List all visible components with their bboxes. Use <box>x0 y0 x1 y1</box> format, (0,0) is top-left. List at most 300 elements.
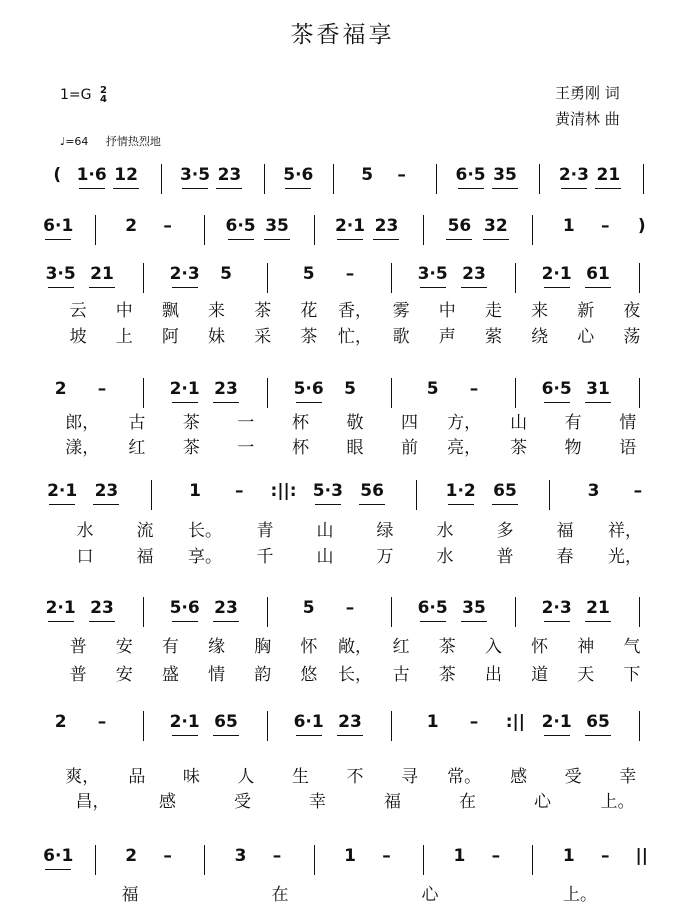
composer: 黄清林 曲 <box>555 110 620 128</box>
note-group: 65 <box>586 712 610 732</box>
note-group: 21 <box>586 598 610 618</box>
beam-underline <box>285 188 311 189</box>
score-system <box>30 597 670 637</box>
lyric-syllable: 花 <box>300 301 318 321</box>
barline <box>423 845 424 875</box>
score-system <box>30 711 670 751</box>
lyric-syllable: 水 <box>436 521 454 541</box>
note-group: 32 <box>484 216 508 236</box>
lyric-syllable: 天 <box>577 665 595 685</box>
lyric-syllable: 忙， <box>338 327 372 347</box>
lyric-syllable: 水 <box>436 547 454 567</box>
note-group: – <box>97 712 107 732</box>
lyric-syllable: 古 <box>128 413 146 433</box>
lyric-syllable: 古 <box>392 665 410 685</box>
lyric-syllable: 盛 <box>161 665 179 685</box>
note-group: 5·6 <box>283 165 314 185</box>
note-group: 2·1 <box>47 481 78 501</box>
lyric-syllable: 茶 <box>254 301 272 321</box>
lyric-line <box>30 632 670 657</box>
barline <box>643 164 644 194</box>
lyric-syllable: 情 <box>619 413 637 433</box>
lyric-syllable: 普 <box>496 547 514 567</box>
note-group: ) <box>637 216 646 236</box>
barline <box>267 711 268 741</box>
barline <box>639 378 640 408</box>
barline <box>267 378 268 408</box>
lyric-syllable: 万 <box>376 547 394 567</box>
note-group: 23 <box>90 598 114 618</box>
note-group: 1 <box>344 846 356 866</box>
beam-underline <box>373 239 399 240</box>
barline <box>95 215 96 245</box>
beam-underline <box>315 504 341 505</box>
lyric-syllable: 享。 <box>188 547 222 567</box>
meter-top: 2 <box>99 85 107 96</box>
note-group: 5 <box>220 264 232 284</box>
lyric-syllable: 长。 <box>188 521 222 541</box>
lyric-syllable: 光， <box>608 547 642 567</box>
note-group: 2 <box>54 712 67 732</box>
note-group: 5 <box>426 379 439 399</box>
beam-underline <box>420 621 446 622</box>
lyric-syllable: 怀 <box>531 637 549 657</box>
lyric-line <box>30 408 670 433</box>
note-group: 5·3 <box>312 481 343 501</box>
beam-underline <box>213 621 239 622</box>
lyric-line <box>30 880 670 905</box>
score-system <box>30 215 670 255</box>
lyric-syllable: 茶 <box>438 665 456 685</box>
lyric-syllable: 长， <box>338 665 372 685</box>
lyric-syllable: 有 <box>564 413 582 433</box>
note-group: 2·1 <box>541 712 572 732</box>
lyric-syllable: 杯 <box>291 438 309 458</box>
lyric-syllable: 感 <box>159 792 176 812</box>
barline <box>333 164 334 194</box>
barline <box>532 845 533 875</box>
lyric-syllable: 祥， <box>608 521 642 541</box>
beam-underline <box>337 735 363 736</box>
lyricist: 王勇刚 词 <box>555 84 620 102</box>
note-group: 3·5 <box>179 165 211 185</box>
lyric-syllable: 青 <box>256 521 274 541</box>
beam-underline <box>264 239 290 240</box>
lyric-syllable: 常。 <box>447 767 482 787</box>
note-group: 23 <box>94 481 119 501</box>
note-group: – <box>163 846 172 866</box>
note-group: 5 <box>302 598 315 618</box>
lyric-syllable: 生 <box>291 767 309 787</box>
beam-underline <box>216 188 242 189</box>
lyric-line <box>30 762 670 787</box>
beam-underline <box>48 287 74 288</box>
note-group: – <box>397 165 406 185</box>
lyric-syllable: 语 <box>619 438 637 458</box>
lyric-syllable: 红 <box>128 438 146 458</box>
note-group: 6·5 <box>417 598 448 618</box>
note-group: – <box>601 846 610 866</box>
beam-underline <box>585 735 611 736</box>
beam-underline <box>45 239 71 240</box>
lyric-syllable: 上 <box>115 327 133 347</box>
lyric-syllable: 茶 <box>510 438 528 458</box>
lyric-syllable: 山 <box>510 413 528 433</box>
note-group: 61 <box>586 264 610 284</box>
barline <box>391 263 392 293</box>
song-title: 茶香福享 <box>290 22 395 48</box>
beam-underline <box>595 188 621 189</box>
lyric-syllable: 福 <box>556 521 574 541</box>
lyric-syllable: 云 <box>69 301 87 321</box>
lyric-syllable: 飘 <box>161 301 179 321</box>
lyric-syllable: 郎， <box>65 413 100 433</box>
lyric-line <box>30 322 670 347</box>
note-group: – <box>601 216 610 236</box>
note-group: – <box>382 846 391 866</box>
note-group: 6·5 <box>455 165 486 185</box>
barline <box>204 215 205 245</box>
lyric-line <box>30 660 670 685</box>
lyric-syllable: 四 <box>401 413 419 433</box>
barline <box>314 215 315 245</box>
beam-underline <box>448 504 474 505</box>
note-group: – <box>469 379 479 399</box>
barline <box>264 164 265 194</box>
barline <box>515 597 516 627</box>
lyric-syllable: 敞， <box>338 637 372 657</box>
barline <box>549 480 550 510</box>
lyric-syllable: 上。 <box>563 885 597 905</box>
note-group: 23 <box>214 379 238 399</box>
barline <box>314 845 315 875</box>
lyric-syllable: 感 <box>510 767 528 787</box>
note-group: 3·5 <box>417 264 448 284</box>
lyric-syllable: 多 <box>496 521 514 541</box>
lyric-syllable: 安 <box>115 637 133 657</box>
lyric-syllable: 物 <box>564 438 582 458</box>
barline <box>204 845 205 875</box>
barline <box>391 711 392 741</box>
lyric-syllable: 悠 <box>300 665 318 685</box>
note-group: 2 <box>54 379 67 399</box>
note-group: – <box>345 264 355 284</box>
note-group: 5 <box>344 379 356 399</box>
note-group: – <box>633 481 643 501</box>
note-group: 5·6 <box>169 598 200 618</box>
note-group: 5·6 <box>293 379 324 399</box>
beam-underline <box>45 869 71 870</box>
note-group: 21 <box>596 165 621 185</box>
barline <box>391 597 392 627</box>
lyric-line <box>30 433 670 458</box>
lyric-syllable: 普 <box>69 665 87 685</box>
beam-underline <box>420 287 446 288</box>
note-group: 6·5 <box>541 379 572 399</box>
note-group: 3·5 <box>45 264 76 284</box>
note-group: 6·5 <box>225 216 256 236</box>
beam-underline <box>446 239 472 240</box>
note-group: 2 <box>125 846 138 866</box>
lyric-syllable: 走 <box>484 301 502 321</box>
barline <box>143 263 144 293</box>
lyric-syllable: 雾 <box>392 301 410 321</box>
lyric-line <box>30 787 670 812</box>
lyric-syllable: 福 <box>384 792 401 812</box>
lyric-syllable: 情 <box>208 665 226 685</box>
barline <box>95 845 96 875</box>
barline <box>436 164 437 194</box>
barline <box>267 597 268 627</box>
lyric-syllable: 眼 <box>346 438 364 458</box>
barline <box>143 711 144 741</box>
note-group: 23 <box>217 165 242 185</box>
beam-underline <box>492 188 518 189</box>
lyric-syllable: 一 <box>237 413 255 433</box>
barline <box>532 215 533 245</box>
beam-underline <box>213 402 239 403</box>
lyric-syllable: 韵 <box>254 665 272 685</box>
lyric-syllable: 漾， <box>65 438 100 458</box>
lyric-syllable: 声 <box>438 327 456 347</box>
lyric-syllable: 红 <box>392 637 410 657</box>
lyric-syllable: 来 <box>208 301 226 321</box>
lyric-syllable: 茶 <box>438 637 456 657</box>
lyric-syllable: 出 <box>484 665 502 685</box>
barline <box>515 378 516 408</box>
lyric-syllable: 幸 <box>309 792 326 812</box>
lyric-syllable: 绿 <box>376 521 394 541</box>
note-group: 65 <box>214 712 238 732</box>
barline <box>639 263 640 293</box>
beam-underline <box>48 621 74 622</box>
lyric-syllable: 入 <box>484 637 502 657</box>
lyric-syllable: 安 <box>115 665 133 685</box>
beam-underline <box>172 402 198 403</box>
beam-underline <box>337 239 363 240</box>
note-group: 6·1 <box>43 216 74 236</box>
beam-underline <box>492 504 518 505</box>
note-group: 1·6 <box>76 165 107 185</box>
lyric-syllable: 缘 <box>208 637 226 657</box>
lyric-syllable: 妹 <box>208 327 226 347</box>
expression-mark: 抒情热烈地 <box>105 135 161 148</box>
beam-underline <box>544 287 570 288</box>
beam-underline <box>561 188 587 189</box>
beam-underline <box>461 621 487 622</box>
beam-underline <box>172 735 198 736</box>
lyric-syllable: 水 <box>76 521 94 541</box>
note-group: 23 <box>462 264 486 284</box>
lyric-syllable: 口 <box>76 547 94 567</box>
beam-underline <box>89 621 115 622</box>
lyric-syllable: 道 <box>531 665 549 685</box>
note-group: 23 <box>214 598 238 618</box>
lyric-syllable: 香， <box>338 301 372 321</box>
lyric-syllable: 山 <box>316 547 334 567</box>
note-group: 23 <box>374 216 399 236</box>
lyric-syllable: 新 <box>577 301 595 321</box>
lyric-syllable: 福 <box>121 885 139 905</box>
lyric-syllable: 福 <box>136 547 154 567</box>
note-group: 2·1 <box>45 598 76 618</box>
note-group: 1 <box>562 216 575 236</box>
lyric-syllable: 昌， <box>75 792 110 812</box>
note-group: 2·1 <box>169 379 200 399</box>
note-group: 3 <box>587 481 600 501</box>
barline <box>267 263 268 293</box>
repeat-sign: :|| <box>505 712 525 732</box>
barline <box>151 480 152 510</box>
tempo-line <box>60 133 161 149</box>
lyric-line <box>30 542 670 567</box>
lyric-syllable: 爽， <box>65 767 100 787</box>
barline <box>515 263 516 293</box>
note-group: 23 <box>338 712 362 732</box>
barline <box>416 480 417 510</box>
note-group: 5 <box>302 264 315 284</box>
note-group: 21 <box>90 264 114 284</box>
lyric-syllable: 歌 <box>392 327 410 347</box>
note-group: 65 <box>493 481 517 501</box>
note-group: 1 <box>189 481 201 501</box>
meter-bottom: 4 <box>99 94 107 105</box>
note-group: – <box>469 712 479 732</box>
lyric-syllable: 人 <box>237 767 255 787</box>
beam-underline <box>461 287 487 288</box>
note-group: 1 <box>562 846 575 866</box>
lyric-syllable: 茶 <box>182 413 200 433</box>
barline <box>143 378 144 408</box>
tempo-mark: ♩=64 <box>60 135 89 148</box>
lyric-syllable: 春 <box>556 547 574 567</box>
lyric-syllable: 一 <box>237 438 255 458</box>
barline <box>143 597 144 627</box>
barline <box>423 215 424 245</box>
note-group: 31 <box>586 379 610 399</box>
note-group: ( <box>53 165 62 185</box>
beam-underline <box>213 735 239 736</box>
lyric-syllable: 普 <box>69 637 87 657</box>
note-group: 1·2 <box>445 481 476 501</box>
note-group: 2 <box>125 216 138 236</box>
lyric-syllable: 下 <box>623 665 641 685</box>
repeat-sign: || <box>635 846 648 866</box>
lyric-syllable: 心 <box>421 885 439 905</box>
note-group: 35 <box>493 165 517 185</box>
note-group: 2·1 <box>334 216 366 236</box>
note-group: 2·1 <box>541 264 572 284</box>
lyric-syllable: 坡 <box>69 327 87 347</box>
note-group: – <box>491 846 501 866</box>
beam-underline <box>359 504 385 505</box>
lyric-syllable: 品 <box>128 767 146 787</box>
score-system <box>30 164 670 204</box>
lyric-syllable: 荡 <box>623 327 641 347</box>
note-group: 12 <box>114 165 138 185</box>
beam-underline <box>544 402 570 403</box>
note-group: – <box>97 379 107 399</box>
beam-underline <box>172 287 198 288</box>
beam-underline <box>296 402 322 403</box>
lyric-syllable: 有 <box>161 637 179 657</box>
note-group: – <box>345 598 355 618</box>
barline <box>639 711 640 741</box>
lyric-syllable: 杯 <box>291 413 309 433</box>
lyric-syllable: 中 <box>115 301 133 321</box>
note-group: – <box>272 846 282 866</box>
beam-underline <box>585 621 611 622</box>
lyric-syllable: 敬 <box>346 413 364 433</box>
lyric-syllable: 萦 <box>484 327 502 347</box>
beam-underline <box>49 504 75 505</box>
beam-underline <box>93 504 119 505</box>
lyric-syllable: 前 <box>401 438 419 458</box>
lyric-syllable: 山 <box>316 521 334 541</box>
lyric-syllable: 采 <box>254 327 272 347</box>
lyric-line <box>30 516 670 541</box>
score-system <box>30 845 670 885</box>
beam-underline <box>228 239 254 240</box>
lyric-syllable: 胸 <box>254 637 272 657</box>
lyric-syllable: 阿 <box>161 327 179 347</box>
barline <box>391 378 392 408</box>
lyric-syllable: 绕 <box>531 327 549 347</box>
beam-underline <box>544 621 570 622</box>
beam-underline <box>182 188 208 189</box>
note-group: 35 <box>265 216 289 236</box>
credits <box>555 80 620 132</box>
key-text: 1=G <box>60 87 92 103</box>
note-group: 2·3 <box>558 165 589 185</box>
lyric-syllable: 神 <box>577 637 595 657</box>
time-signature <box>100 86 107 104</box>
score-system <box>30 480 670 520</box>
lyric-syllable: 不 <box>346 767 364 787</box>
repeat-sign: :||: <box>270 481 297 501</box>
lyric-syllable: 来 <box>531 301 549 321</box>
note-group: 2·3 <box>169 264 200 284</box>
beam-underline <box>585 287 611 288</box>
beam-underline <box>79 188 105 189</box>
note-group: 6·1 <box>293 712 324 732</box>
lyric-syllable: 亮， <box>447 438 482 458</box>
lyric-syllable: 怀 <box>300 637 318 657</box>
lyric-syllable: 心 <box>577 327 595 347</box>
lyric-line <box>30 296 670 321</box>
beam-underline <box>113 188 139 189</box>
lyric-syllable: 受 <box>234 792 251 812</box>
note-group: 3 <box>234 846 247 866</box>
lyric-syllable: 味 <box>182 767 200 787</box>
lyric-syllable: 寻 <box>401 767 419 787</box>
note-group: 1 <box>426 712 439 732</box>
lyric-syllable: 方， <box>447 413 482 433</box>
beam-underline <box>585 402 611 403</box>
lyric-syllable: 受 <box>564 767 582 787</box>
lyric-syllable: 在 <box>459 792 476 812</box>
note-group: 2·3 <box>541 598 572 618</box>
lyric-syllable: 茶 <box>182 438 200 458</box>
lyric-syllable: 流 <box>136 521 154 541</box>
lyric-syllable: 心 <box>534 792 551 812</box>
lyric-syllable: 中 <box>438 301 456 321</box>
lyric-syllable: 幸 <box>619 767 637 787</box>
barline <box>539 164 540 194</box>
note-group: 56 <box>360 481 384 501</box>
note-group: 6·1 <box>43 846 74 866</box>
note-group: 35 <box>462 598 486 618</box>
